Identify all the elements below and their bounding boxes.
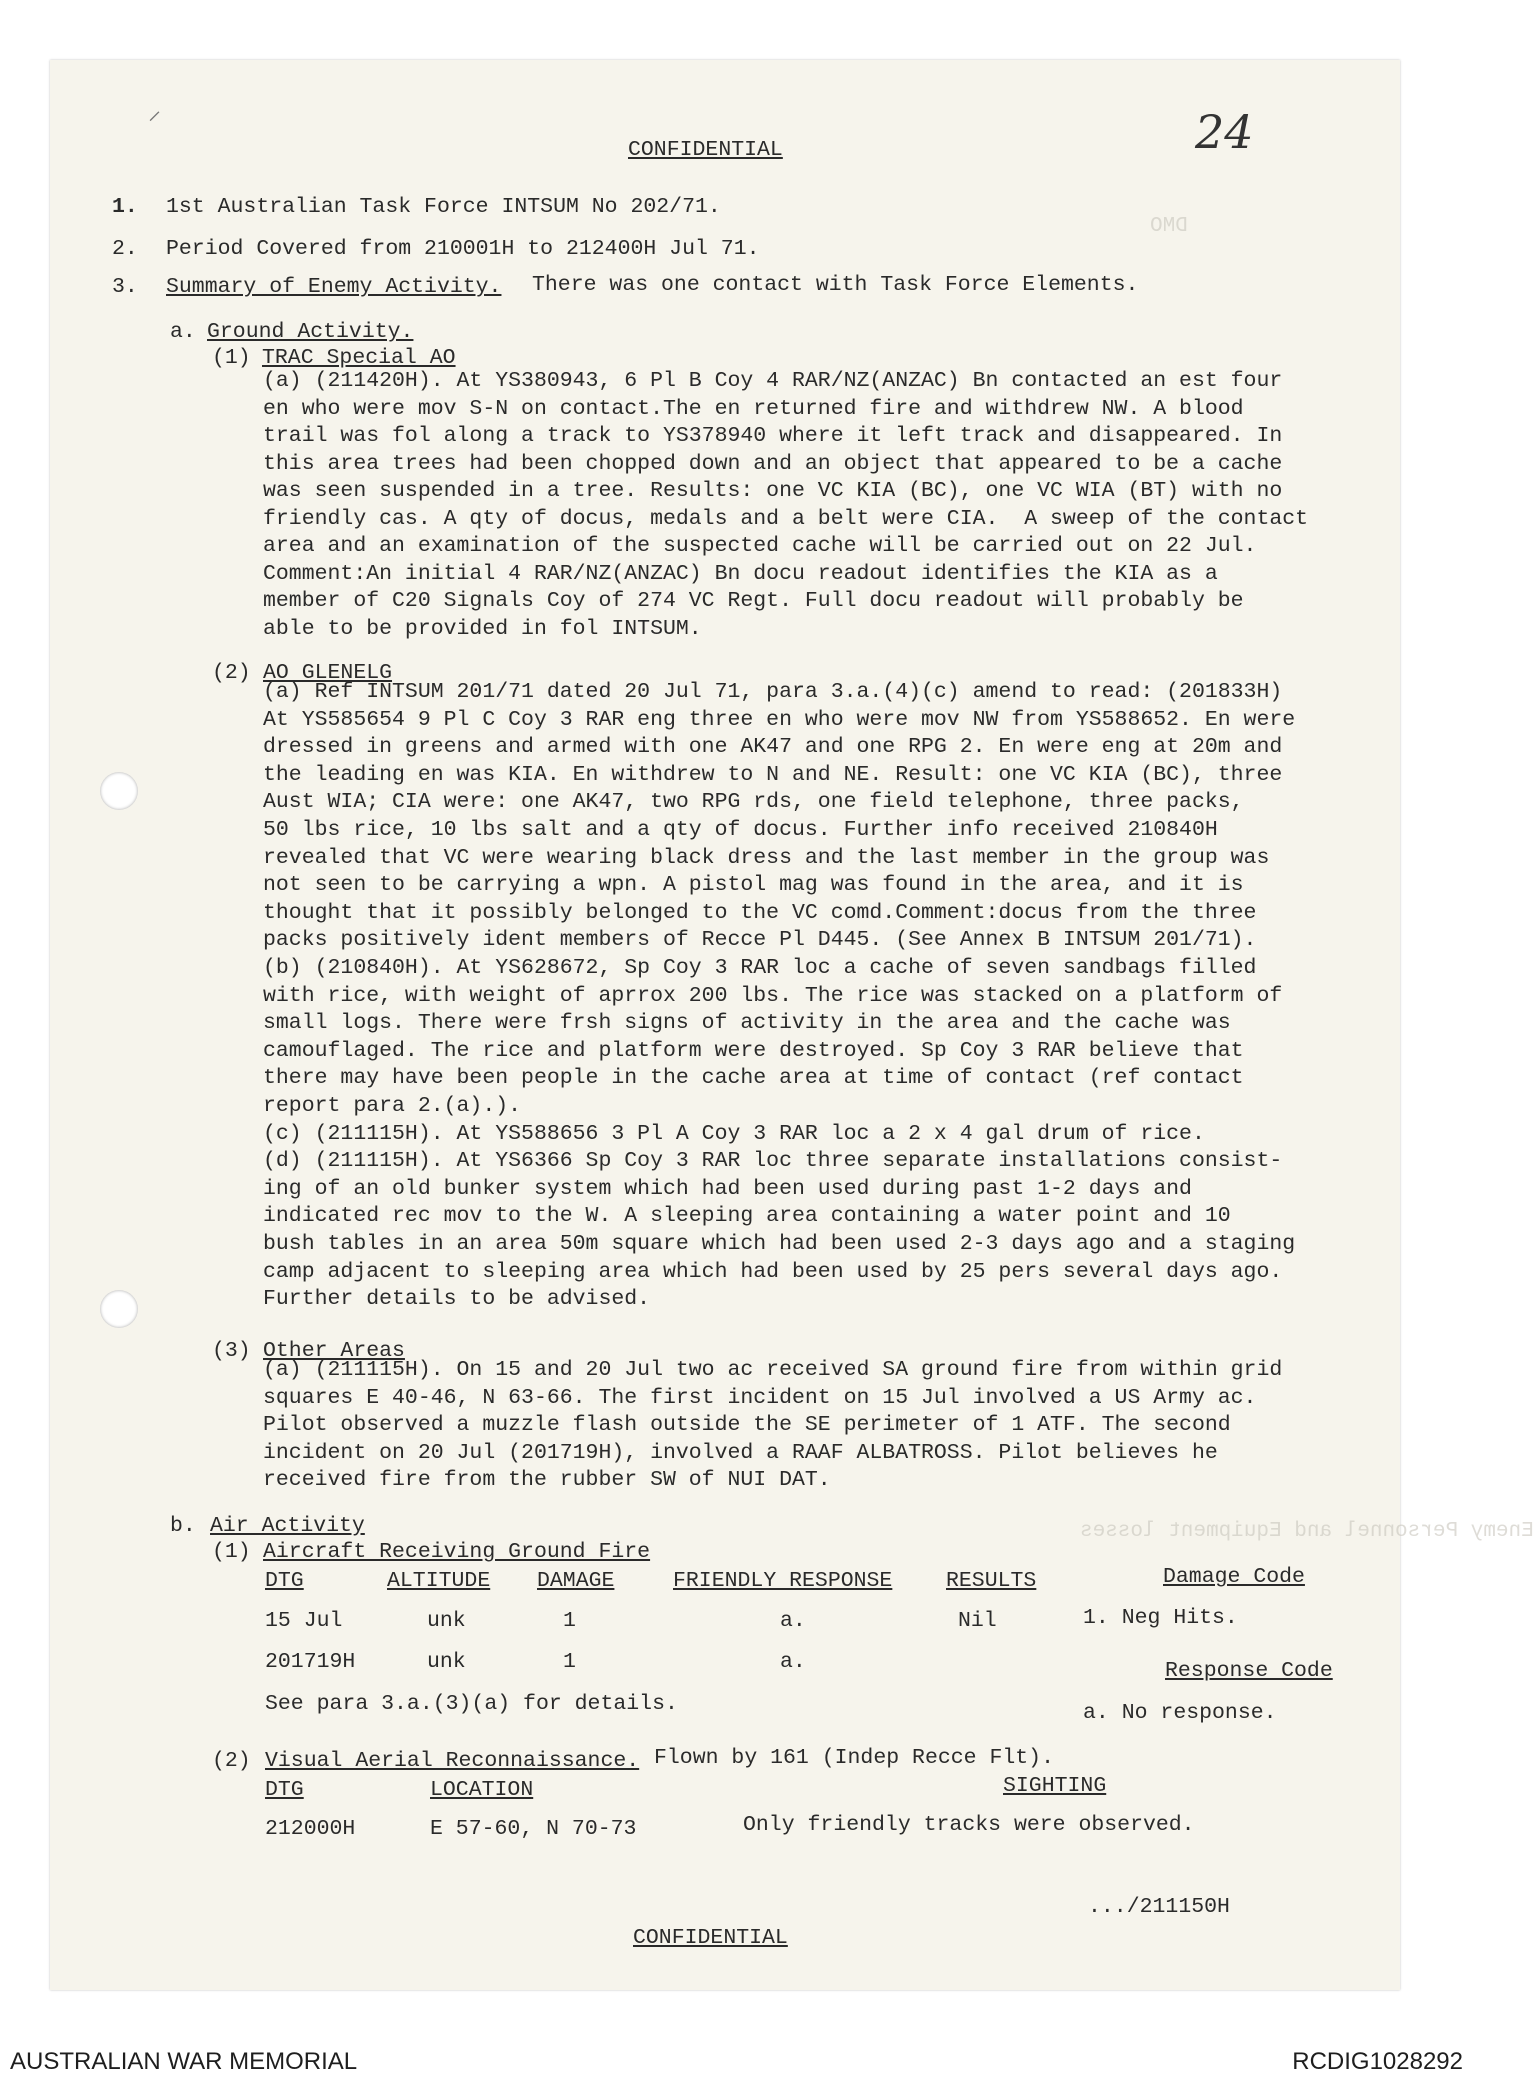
item-3-text: There was one contact with Task Force Elements. <box>532 273 1139 297</box>
item-1-text: 1st Australian Task Force INTSUM No 202/71. <box>166 195 721 219</box>
text-line: 50 lbs rice, 10 lbs salt and a qty of docus. Further info received 210840H <box>263 818 1218 842</box>
row1-dtg: 15 Jul <box>265 1609 343 1633</box>
damage-code-title: Damage Code <box>1163 1565 1305 1589</box>
recce-text: Flown by 161 (Indep Recce Flt). <box>654 1746 1054 1770</box>
text-line: received fire from the rubber SW of NUI DAT. <box>263 1468 831 1492</box>
text-line: en who were mov S-N on contact.The en returned fire and withdrew NW. A blood <box>263 396 1244 421</box>
col-dtg: DTG <box>265 1569 304 1593</box>
pencil-mark: ⸝ <box>148 97 162 127</box>
text-line: revealed that VC were wearing black dress and the last member in the group was <box>263 845 1270 870</box>
recce-col-sighting: SIGHTING <box>1003 1774 1107 1798</box>
text-line: squares E 40-46, N 63-66. The first incident on 15 Jul involved a US Army ac. <box>263 1385 1257 1410</box>
text-line: camouflaged. The rice and platform were destroyed. Sp Coy 3 RAR believe that <box>263 1038 1244 1063</box>
archive-credit: AUSTRALIAN WAR MEMORIAL <box>10 2048 358 2075</box>
item-1-number: 1. <box>112 195 138 219</box>
row1-results: Nil <box>958 1609 997 1633</box>
glenelg-title: AO GLENELG <box>263 661 393 685</box>
text-line: Further details to be advised. <box>263 1287 651 1312</box>
other-areas-number: (3) <box>212 1339 251 1363</box>
other-areas-title: Other Areas <box>263 1339 405 1363</box>
response-code-value: a. No response. <box>1083 1701 1277 1725</box>
ground-activity-heading: Ground Activity. <box>207 320 414 344</box>
aircraft-fire-number: (1) <box>212 1540 251 1564</box>
row1-altitude: unk <box>427 1609 466 1633</box>
recce-sighting: Only friendly tracks were observed. <box>743 1813 1195 1837</box>
text-line: friendly cas. A qty of docus, medals and a belt were CIA. A sweep of the contact <box>263 506 1309 531</box>
col-friendly-response: FRIENDLY RESPONSE <box>673 1569 893 1593</box>
text-line: Aust WIA; CIA were: one AK47, two RPG rds, one field telephone, three packs, <box>263 790 1244 815</box>
item-2-number: 2. <box>112 237 138 261</box>
text-line: the leading en was KIA. En withdrew to N and NE. Result: one VC KIA (BC), three <box>263 762 1283 787</box>
damage-code-value: 1. Neg Hits. <box>1083 1606 1238 1630</box>
recce-dtg: 212000H <box>265 1817 356 1841</box>
row2-response: a. <box>780 1650 806 1674</box>
text-line: trail was fol along a track to YS378940 where it left track and disappeared. In <box>263 424 1283 448</box>
text-line: was seen suspended in a tree. Results: one VC KIA (BC), one VC WIA (BT) with no <box>263 479 1283 503</box>
text-line: (a) (211115H). On 15 and 20 Jul two ac received SA ground fire from within grid <box>263 1358 1283 1382</box>
archive-id: RCDIG1028292 <box>1292 2048 1463 2075</box>
text-line: there may have been people in the cache area at time of contact (ref contact <box>263 1066 1244 1091</box>
text-line: this area trees had been chopped down and an object that appeared to be a cache <box>263 451 1283 476</box>
text-line: ing of an old bunker system which had been used during past 1-2 days and <box>263 1176 1192 1201</box>
text-line: area and an examination of the suspected cache will be carried out on 22 Jul. <box>263 534 1257 558</box>
text-line: packs positively ident members of Recce Pl D445. (See Annex B INTSUM 201/71). <box>263 928 1257 953</box>
punch-hole <box>100 1290 138 1328</box>
bleed-through-text: Enemy Personnel and Equipment losses <box>1080 1520 1534 1543</box>
row2-damage: 1 <box>563 1650 576 1674</box>
text-line: (d) (211115H). At YS6366 Sp Coy 3 RAR loc three separate installations consist- <box>263 1149 1283 1174</box>
text-line: incident on 20 Jul (201719H), involved a RAAF ALBATROSS. Pilot believes he <box>263 1440 1218 1465</box>
aircraft-fire-title: Aircraft Receiving Ground Fire <box>263 1540 651 1564</box>
footer-classification: CONFIDENTIAL <box>633 1926 788 1950</box>
recce-title: Visual Aerial Reconnaissance. <box>265 1749 640 1773</box>
row2-altitude: unk <box>427 1650 466 1674</box>
text-line: bush tables in an area 50m square which had been used 2-3 days ago and a staging <box>263 1232 1296 1256</box>
air-activity-heading: Air Activity <box>210 1514 365 1538</box>
text-line: (a) Ref INTSUM 201/71 dated 20 Jul 71, para 3.a.(4)(c) amend to read: (201833H) <box>263 680 1283 704</box>
bleed-through-text: DMO <box>1150 215 1188 238</box>
item-3-number: 3. <box>112 275 138 299</box>
ground-activity-prefix: a. <box>170 320 196 344</box>
glenelg-number: (2) <box>212 661 251 685</box>
text-line: small logs. There were frsh signs of activity in the area and the cache was <box>263 1011 1231 1036</box>
air-activity-prefix: b. <box>170 1514 196 1538</box>
col-altitude: ALTITUDE <box>387 1569 491 1593</box>
response-code-title: Response Code <box>1165 1659 1333 1683</box>
text-line: report para 2.(a).). <box>263 1094 522 1118</box>
col-results: RESULTS <box>946 1569 1037 1593</box>
recce-col-dtg: DTG <box>265 1778 304 1802</box>
text-line: Comment:An initial 4 RAR/NZ(ANZAC) Bn docu readout identifies the KIA as a <box>263 561 1218 586</box>
text-line: indicated rec mov to the W. A sleeping area containing a water point and 10 <box>263 1204 1231 1229</box>
text-line: (c) (211115H). At YS588656 3 Pl A Coy 3 RAR loc a 2 x 4 gal drum of rice. <box>263 1121 1205 1146</box>
text-line: able to be provided in fol INTSUM. <box>263 616 702 641</box>
text-line: thought that it possibly belonged to the VC comd.Comment:docus from the three <box>263 900 1257 925</box>
handwritten-page-number: 24 <box>1195 105 1254 159</box>
continuation-marker: .../211150H <box>1088 1895 1230 1919</box>
item-2-text: Period Covered from 210001H to 212400H Jul 71. <box>166 237 760 261</box>
punch-hole <box>100 772 138 810</box>
recce-location: E 57-60, N 70-73 <box>430 1817 637 1841</box>
text-line: not seen to be carrying a wpn. A pistol mag was found in the area, and it is <box>263 873 1244 898</box>
trac-title: TRAC Special AO <box>262 346 456 370</box>
text-line: Pilot observed a muzzle flash outside the SE perimeter of 1 ATF. The second <box>263 1413 1231 1437</box>
row1-response: a. <box>780 1609 806 1633</box>
text-line: camp adjacent to sleeping area which had been used by 25 pers several days ago. <box>263 1259 1283 1284</box>
recce-number: (2) <box>212 1749 251 1773</box>
row1-damage: 1 <box>563 1609 576 1633</box>
text-line: (a) (211420H). At YS380943, 6 Pl B Coy 4 RAR/NZ(ANZAC) Bn contacted an est four <box>263 369 1283 393</box>
item-3-heading: Summary of Enemy Activity. <box>166 275 502 299</box>
text-line: dressed in greens and armed with one AK47 and one RPG 2. En were eng at 20m and <box>263 735 1283 760</box>
header-classification: CONFIDENTIAL <box>628 138 783 162</box>
text-line: member of C20 Signals Coy of 274 VC Regt. Full docu readout will probably be <box>263 589 1244 613</box>
trac-number: (1) <box>212 346 251 370</box>
text-line: At YS585654 9 Pl C Coy 3 RAR eng three en who were mov NW from YS588652. En were <box>263 707 1296 732</box>
row2-dtg: 201719H <box>265 1650 356 1674</box>
see-para-note: See para 3.a.(3)(a) for details. <box>265 1692 678 1716</box>
col-damage: DAMAGE <box>537 1569 615 1593</box>
text-line: (b) (210840H). At YS628672, Sp Coy 3 RAR loc a cache of seven sandbags filled <box>263 956 1257 980</box>
recce-col-location: LOCATION <box>430 1778 534 1802</box>
text-line: with rice, with weight of aprrox 200 lbs. The rice was stacked on a platform of <box>263 983 1283 1008</box>
